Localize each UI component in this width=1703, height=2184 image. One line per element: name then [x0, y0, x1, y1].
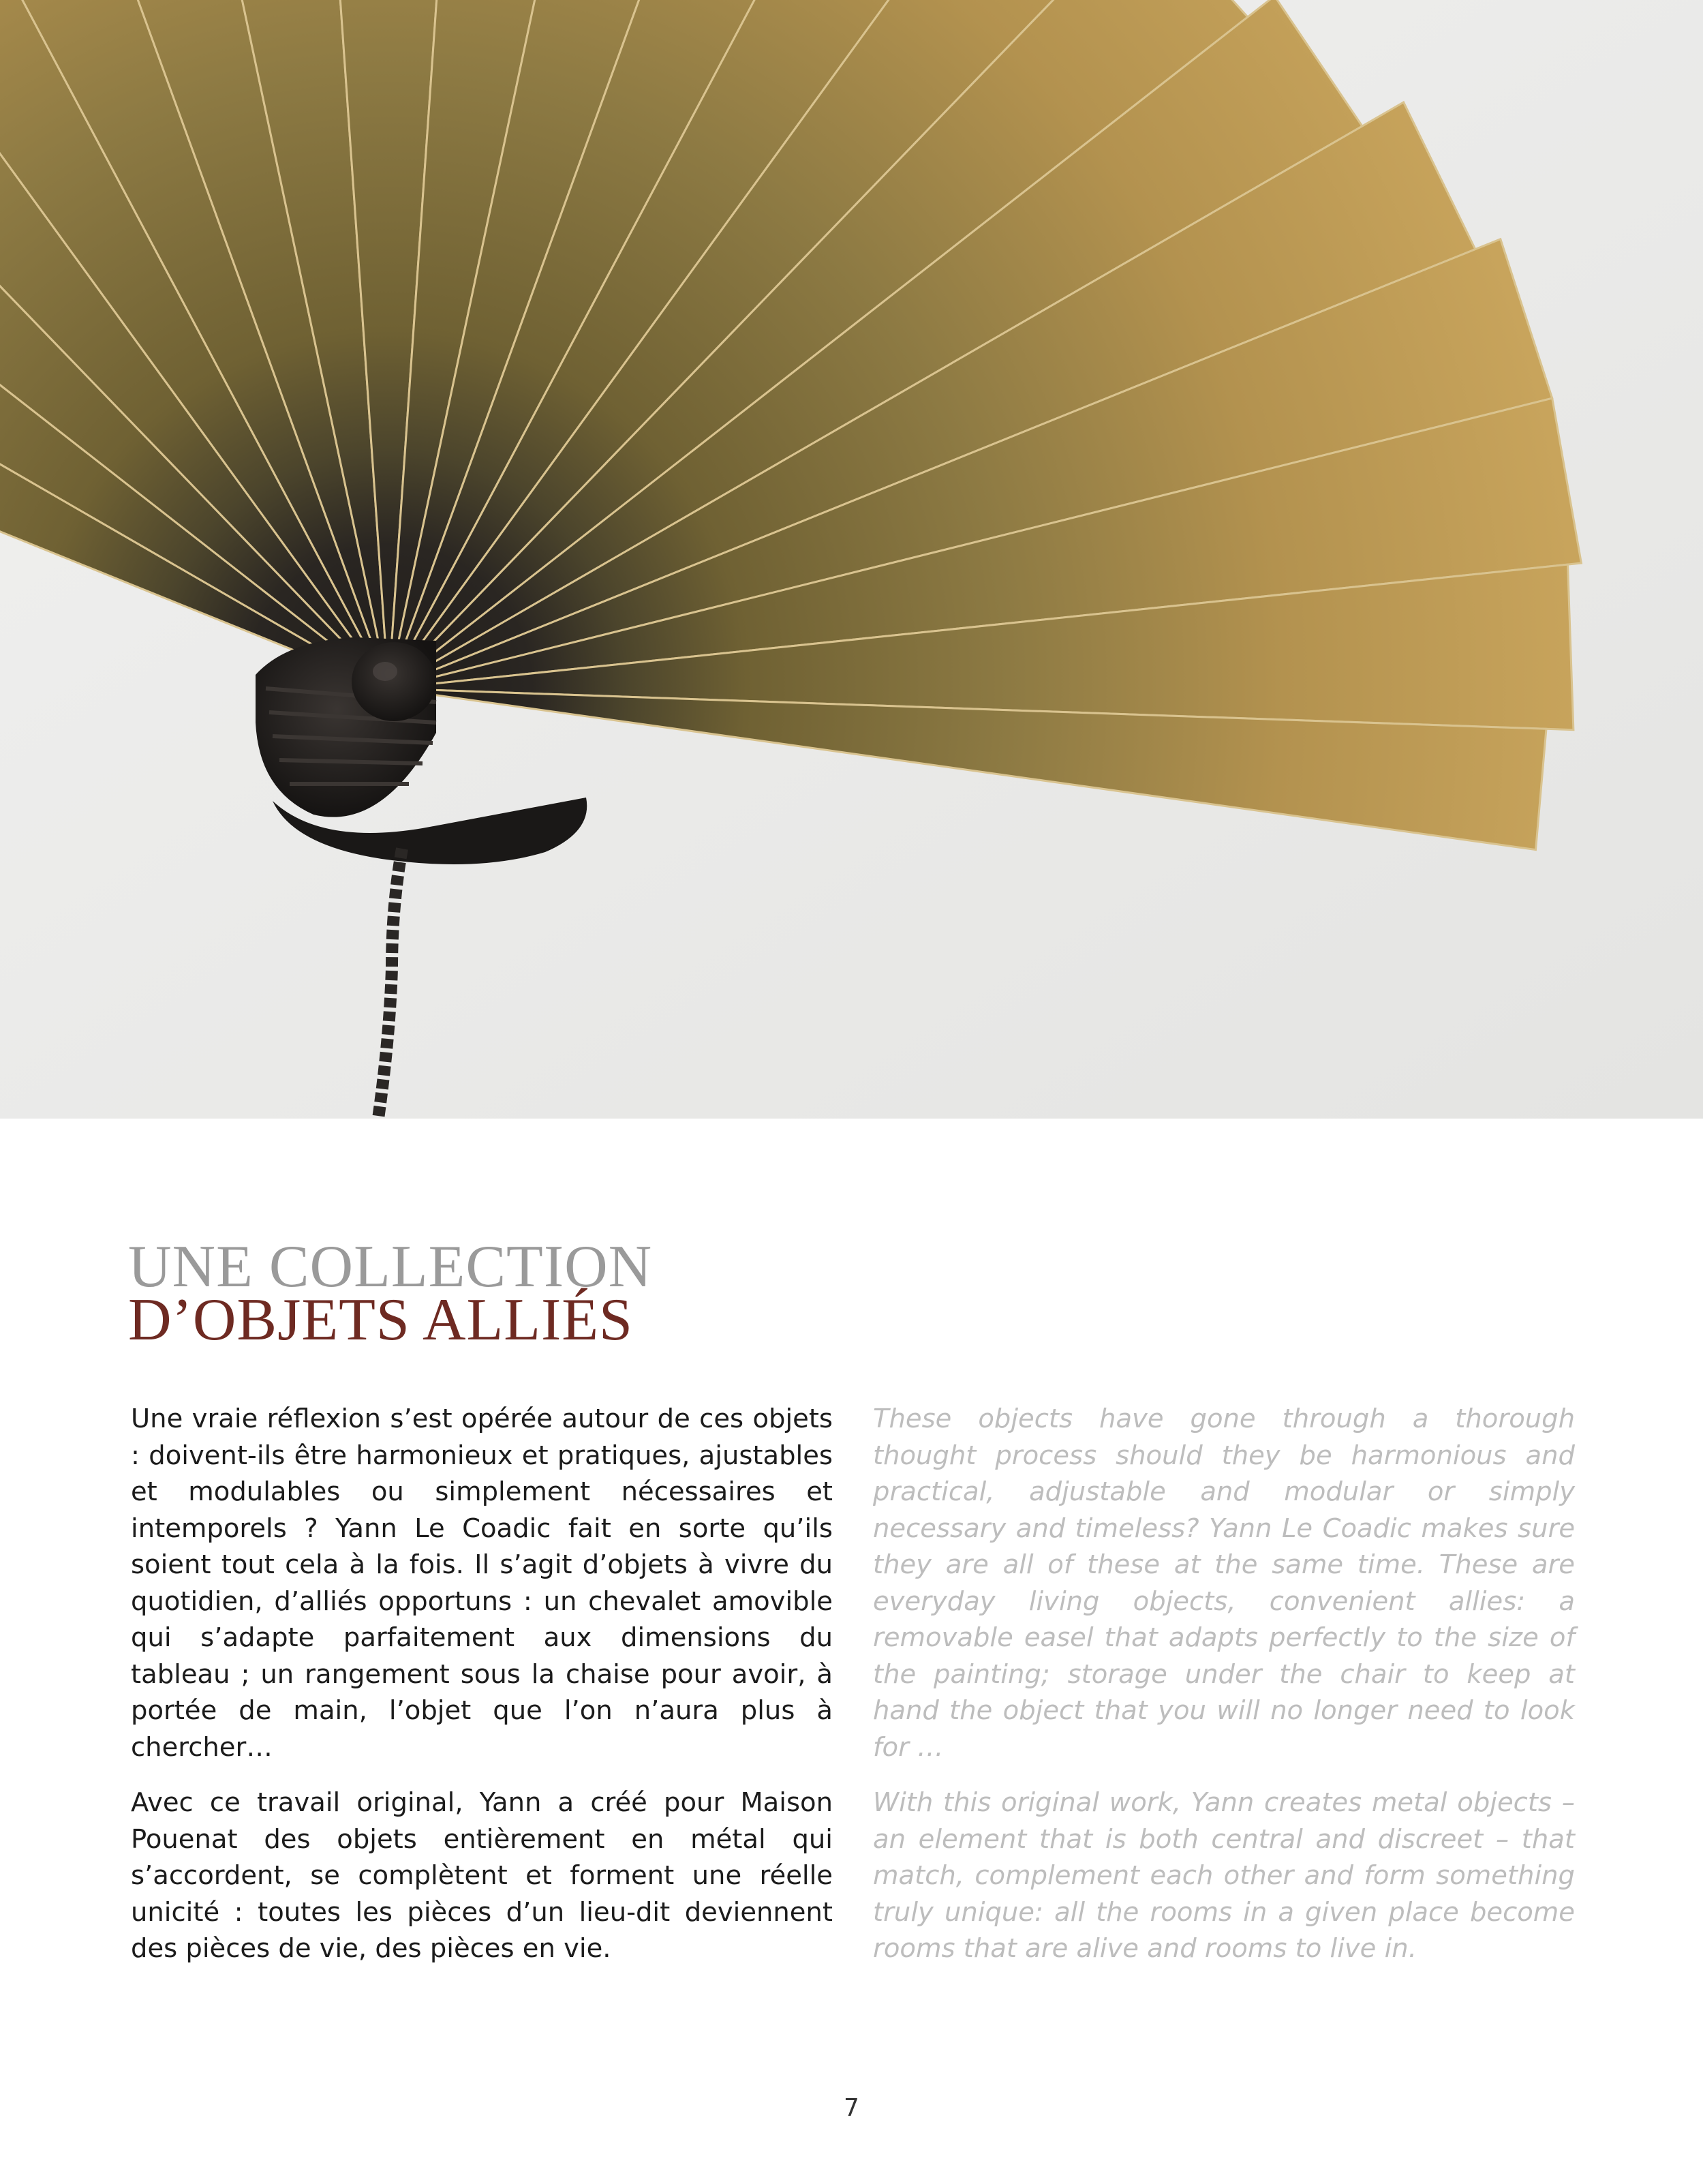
english-paragraph-1: These objects have gone through a thorough thought process should they be harmonious and practical, adjustable and modular or simply necessary and timeless? Yann Le Coadic makes sure they are all of these at the same time. These are everyday living objects, convenient allies: a removable easel that adapts perfectly to the size of the painting; storage under the chair to keep at hand the object that you will no longer need to look for …	[873, 1404, 1575, 1763]
headline	[128, 1234, 653, 1353]
english-paragraph-2: With this original work, Yann creates metal objects – an element that is both central and discreet – that match, complement each other and form something truly unique: all the rooms in a given place become rooms that are alive and rooms to live in.	[873, 1787, 1575, 1964]
headline-line-2: D’OBJETS ALLIÉS	[128, 1287, 633, 1353]
english-column	[873, 1401, 1575, 1986]
french-column	[131, 1401, 833, 1986]
french-paragraph-2: Avec ce travail original, Yann a créé pour Maison Pouenat des objets entièrement en métal qui s’accordent, se complètent et forment une réelle unicité : toutes les pièces d’un lieu-dit deviennent des pièces de vie, des pièces en vie.	[131, 1787, 833, 1964]
headline-line-1: UNE COLLECTION	[128, 1234, 653, 1300]
french-paragraph-1: Une vraie réflexion s’est opérée autour de ces objets : doivent-ils être harmonieux et pratiques, ajustables et modulables ou simplement nécessaires et intemporels ? Yann Le Coadic fait en sorte qu’ils soient tout cela à la fois. Il s’agit d’objets à vivre du quotidien, d’alliés opportuns : un chevalet amovible qui s’adapte parfaitement aux dimensions du tableau ; un rangement sous la chaise pour avoir, à portée de main, l’objet que l’on n’aura plus à chercher…	[131, 1404, 833, 1763]
page-number: 7	[844, 2094, 859, 2122]
